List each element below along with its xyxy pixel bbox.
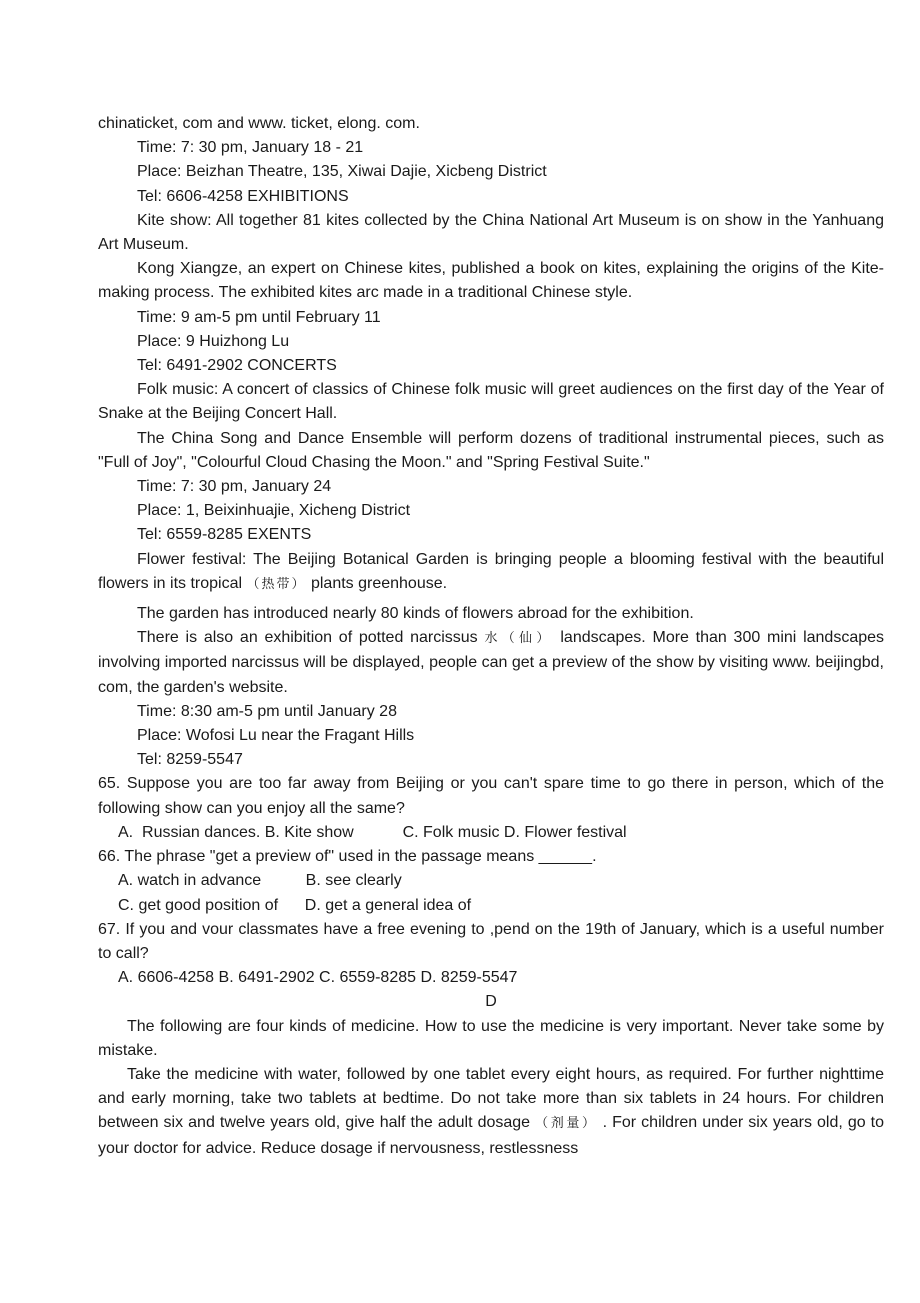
flower-time: Time: 8:30 am-5 pm until January 28 [137,702,397,720]
narcissus-chinese-gloss: 水（仙） [484,631,554,647]
flower-festival-text-end: plants greenhouse. [310,574,448,592]
flower-festival-text: Flower festival: The Beijing Botanical Garden is bringing people a blooming festival with the beautiful flowers in its tropical [98,550,884,592]
narcissus-text: There is also an exhibition of potted narcissus [137,629,478,647]
dosage-chinese-gloss: （剂量） [535,1116,598,1132]
kite-show-paragraph: Kite show: All together 81 kites collected by the China National Art Museum is on show in the Yanhuang Art Museum. [98,211,884,254]
folk-place: Place: 1, Beixinhuajie, Xicheng District [137,502,411,520]
line-ticket-sites: chinaticket, com and www. ticket, elong. com. [98,115,420,132]
question-66: 66. The phrase "get a preview of" used in the passage means ______. [98,848,597,866]
concert-tel-exhibitions-heading: Tel: 6606-4258 EXHIBITIONS [137,187,349,205]
kite-tel-concerts-heading: Tel: 6491-2902 CONCERTS [137,357,337,375]
garden-introduced-paragraph: The garden has introduced nearly 80 kinds of flowers abroad for the exhibition. [137,605,694,623]
narcissus-text-end: landscapes. More than 300 mini landscapes involving imported narcissus will be displayed, people can get a preview of the show by visiting www. beijingbd, com, the garden's website. [98,629,885,696]
question-65-options: A. Russian dances. B. Kite show C. Folk music D. Flower festival [118,823,627,841]
medicine-instructions-text-end: . For children under six years old, go to your doctor for advice. Reduce dosage if nervousness, restlessness [98,1114,885,1157]
medicine-instructions-text: Take the medicine with water, followed by one tablet every eight hours, as required. For further nighttime and early morning, take two tablets at bedtime. Do not take more than six tablets in 24 hours. For children between six and twelve years old, give half the adult dosage [98,1065,884,1132]
concert-place: Place: Beizhan Theatre, 135, Xiwai Dajie, Xicbeng District [137,163,547,181]
concert-time: Time: 7: 30 pm, January 18 - 21 [137,139,364,157]
folk-music-paragraph: Folk music: A concert of classics of Chinese folk music will greet audiences on the first day of the Year of Snake at the Beijing Concert Hall. [98,381,884,423]
folk-time: Time: 7: 30 pm, January 24 [137,478,332,496]
medicine-intro-paragraph: The following are four kinds of medicine. How to use the medicine is very important. Never take some by mistake. [98,1017,884,1059]
narcissus-paragraph [98,626,884,700]
question-66-options-ab: A. watch in advance B. see clearly [118,872,402,890]
tropical-chinese-gloss: （热带） [246,576,307,592]
question-66-options-cd: C. get good position of D. get a general idea of [118,896,472,914]
question-65: 65. Suppose you are too far away from Beijing or you can't spare time to go there in person, which of the following show can you enjoy all the same? [98,775,884,817]
ensemble-paragraph: The China Song and Dance Ensemble will perform dozens of traditional instrumental pieces, such as "Full of Joy", "Colourful Cloud Chasing the Moon." and "Spring Festival Suite." [98,429,884,471]
question-67: 67. If you and vour classmates have a free evening to ,pend on the 19th of January, which is a useful number to call? [98,920,884,962]
question-67-options: A. 6606-4258 B. 6491-2902 C. 6559-8285 D. 8259-5547 [118,969,518,987]
flower-festival-paragraph [98,548,884,597]
document-page [98,112,884,1161]
kite-place: Place: 9 Huizhong Lu [137,332,290,350]
section-d-heading: D [485,993,497,1011]
flower-place: Place: Wofosi Lu near the Fragant Hills [137,727,415,745]
folk-tel-events-heading: Tel: 6559-8285 EXENTS [137,526,312,544]
flower-tel: Tel: 8259-5547 [137,751,243,769]
medicine-instructions-paragraph [98,1063,884,1161]
kong-xiangze-paragraph: Kong Xiangze, an expert on Chinese kites, published a book on kites, explaining the origins of the Kite-making process. The exhibited kites arc made in a traditional Chinese style. [98,260,884,302]
kite-time: Time: 9 am-5 pm until February 11 [137,308,381,326]
